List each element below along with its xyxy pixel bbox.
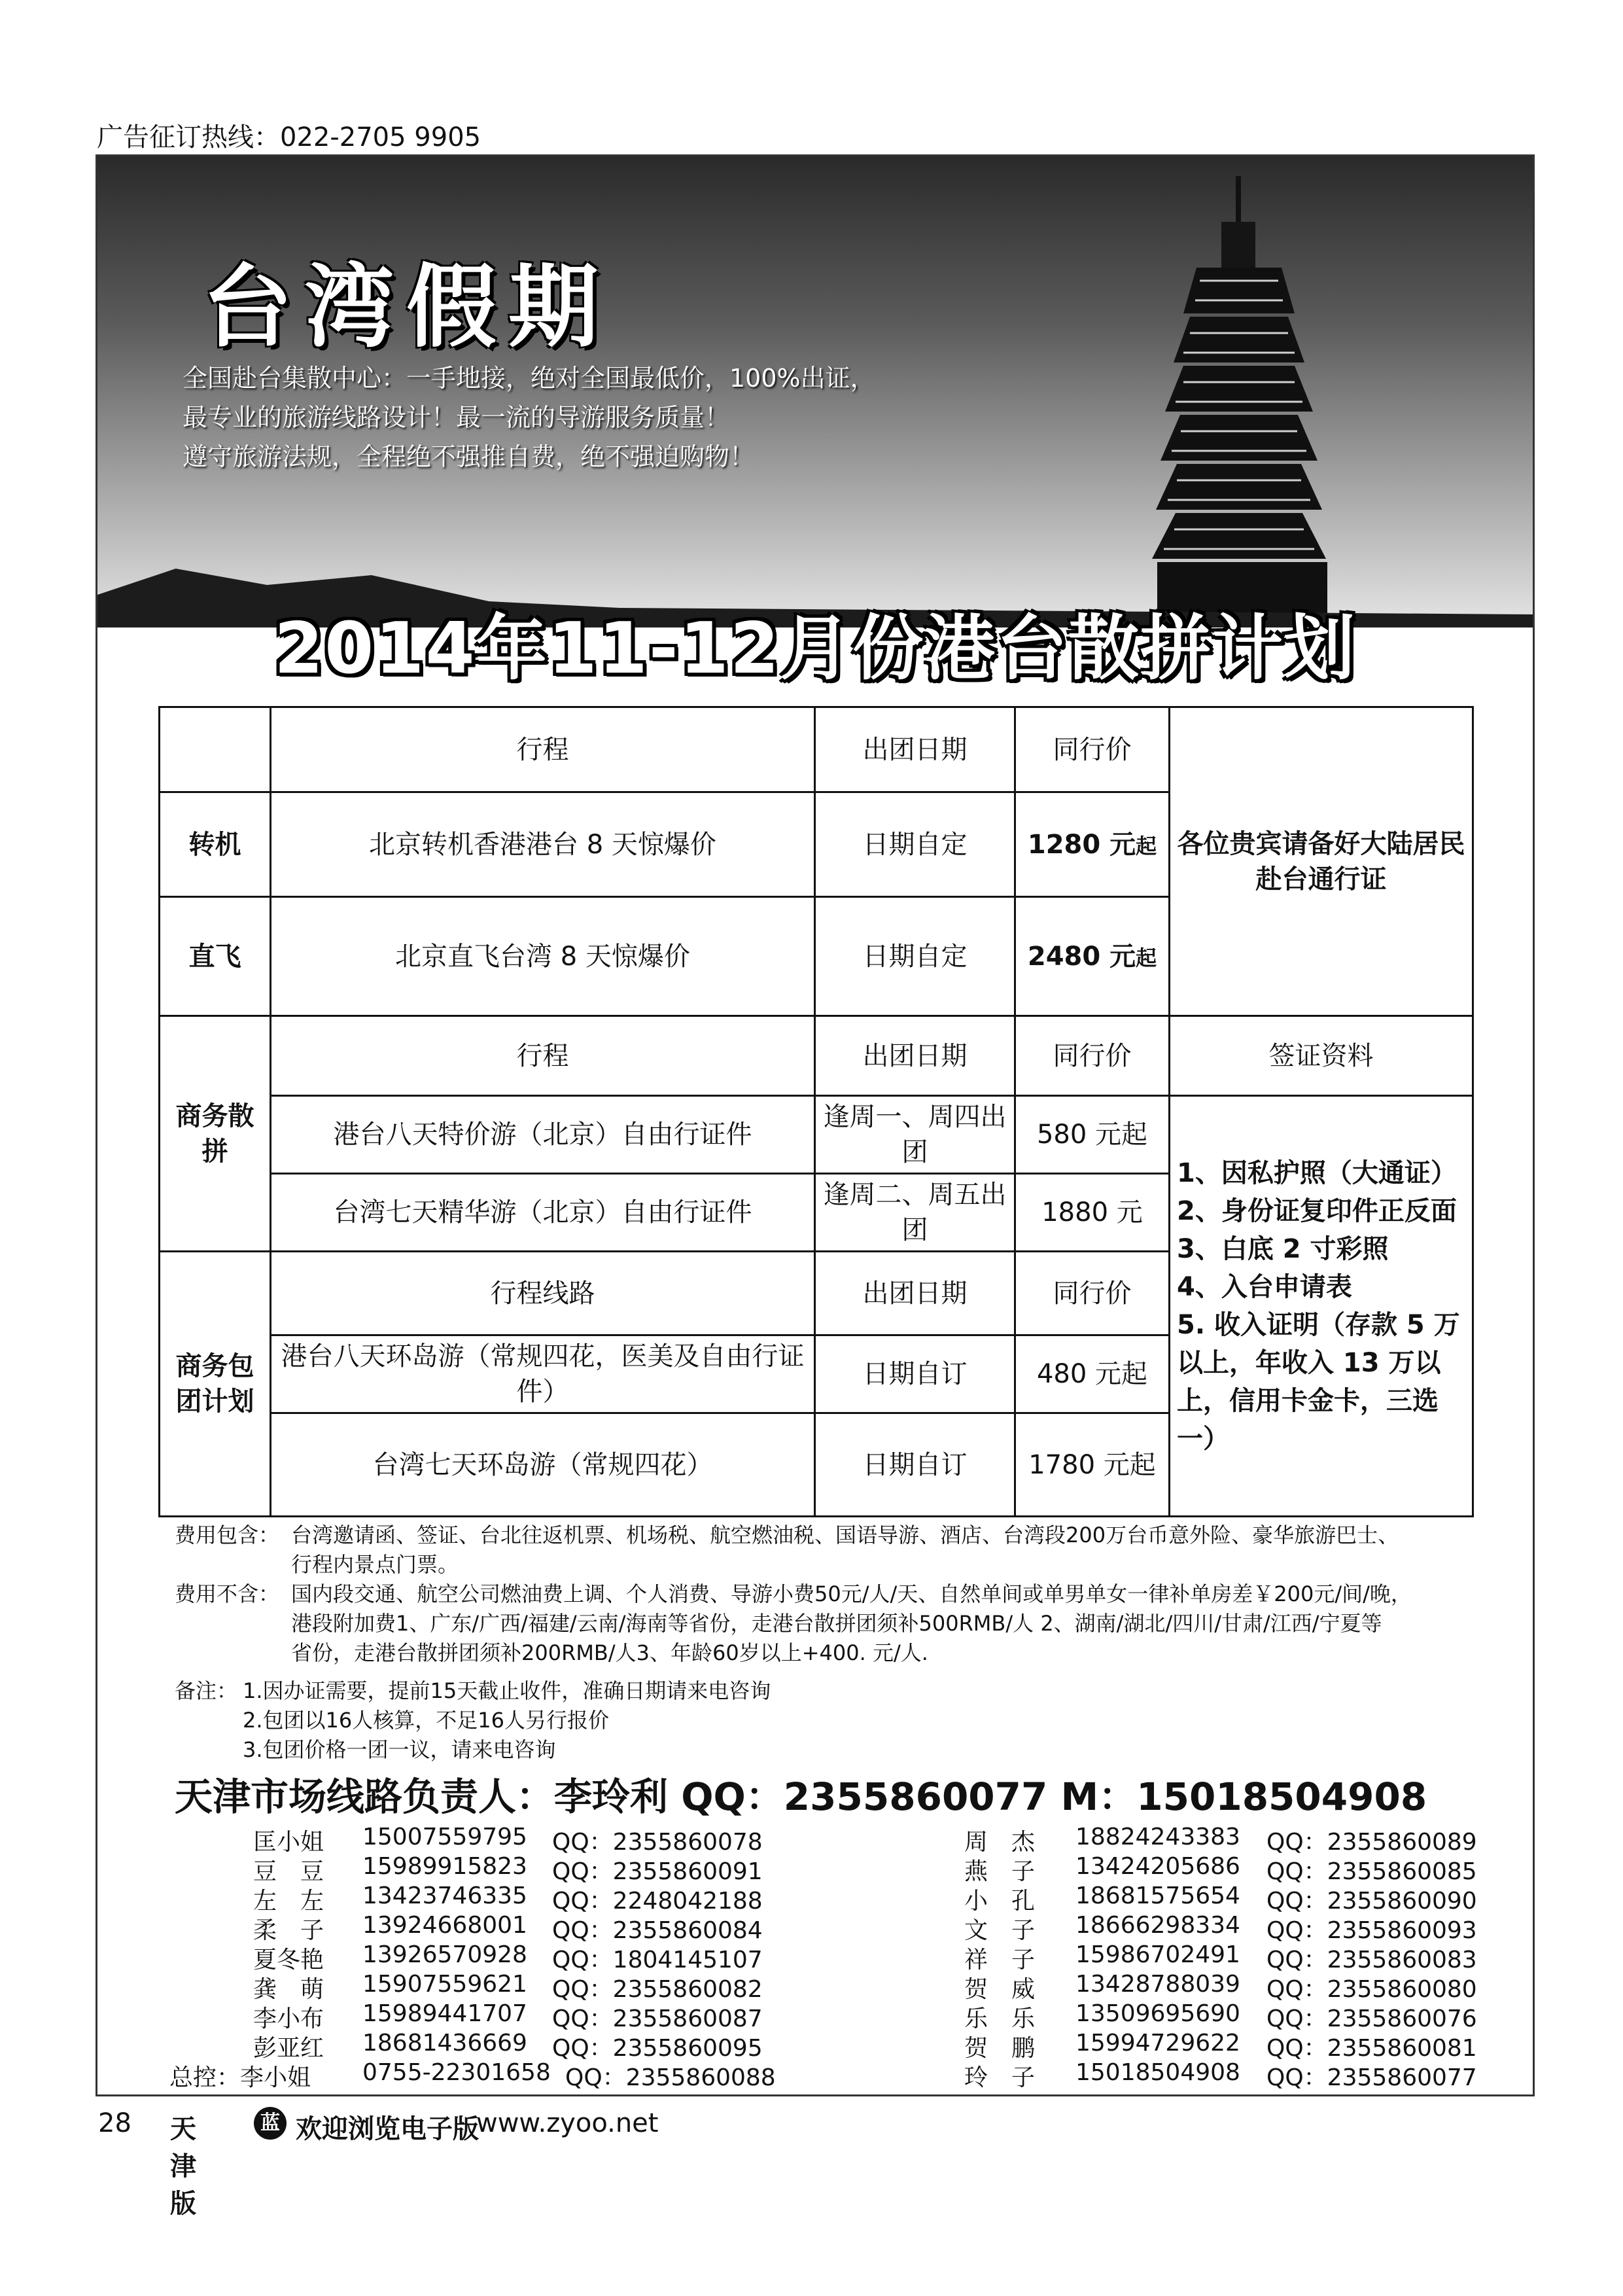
price-direct: 2480 元起	[1015, 897, 1170, 1016]
business-header-visa: 签证资料	[1170, 1016, 1473, 1096]
fees-included	[175, 1521, 1399, 1580]
date-group-1: 日期自订	[815, 1335, 1015, 1413]
label-group: 商务包团计划	[160, 1252, 271, 1517]
passport-notice: 各位贵宾请备好大陆居民赴台通行证	[1170, 707, 1473, 1016]
label-direct: 直飞	[160, 897, 271, 1016]
fees-included-label: 费用包含：	[175, 1523, 280, 1547]
group-header-route: 行程线路	[271, 1252, 815, 1335]
price-group-2: 1780 元起	[1015, 1413, 1170, 1517]
empty-cell	[160, 707, 271, 792]
remarks-label: 备注：	[175, 1678, 238, 1703]
label-transfer: 转机	[160, 792, 271, 897]
fees-excluded-label: 费用不含：	[175, 1581, 280, 1606]
magazine-logo-icon: 蓝	[254, 2107, 287, 2140]
banner	[97, 156, 1533, 627]
visa-note: 1、因私护照（大通证）	[1177, 1158, 1457, 1188]
brand-title: 台湾假期	[202, 253, 611, 360]
date-business-2: 逢周二、周五出团	[815, 1174, 1015, 1252]
slogan-line-1: 全国赴台集散中心：一手地接，绝对全国最低价，100%出证，	[183, 364, 875, 393]
welcome-text: 欢迎浏览电子版	[296, 2114, 479, 2144]
plan-title: 2014年11-12月份港台散拼计划	[274, 608, 1356, 690]
fees-excluded-line: 国内段交通、航空公司燃油费上调、个人消费、导游小费50元/人/天、自然单间或单男单女一律补单房差￥200元/间/晚，	[291, 1581, 1412, 1606]
remarks-item: 3.包团价格一团一议，请来电咨询	[243, 1737, 556, 1762]
fees-excluded-line: 省份，走港台散拼团须补200RMB/人3、年龄60岁以上+400. 元/人.	[291, 1640, 928, 1665]
fees-included-line: 台湾邀请函、签证、台北往返机票、机场税、航空燃油税、国语导游、酒店、台湾段200万台币意外险、豪华旅游巴士、	[291, 1523, 1399, 1547]
visa-note: 2、身份证复印件正反面	[1177, 1196, 1457, 1226]
visa-note: 4、入台申请表	[1177, 1272, 1352, 1302]
table-header-row	[160, 707, 1473, 792]
tour-plan-table	[158, 706, 1474, 1517]
slogan-line-2: 最专业的旅游线路设计！最一流的导游服务质量！	[183, 403, 730, 432]
business-header-route: 行程	[271, 1016, 815, 1096]
business-header-date: 出团日期	[815, 1016, 1015, 1096]
date-direct: 日期自定	[815, 897, 1015, 1016]
date-business-1: 逢周一、周四出团	[815, 1096, 1015, 1174]
header-route: 行程	[271, 707, 815, 792]
business-header-price: 同行价	[1015, 1016, 1170, 1096]
label-business: 商务散拼	[160, 1016, 271, 1252]
route-transfer: 北京转机香港港台 8 天惊爆价	[271, 792, 815, 897]
edition-label: 天津版	[170, 2114, 196, 2219]
table-row	[160, 1096, 1473, 1174]
website-link[interactable]: www.zyoo.net	[476, 2108, 659, 2138]
price-business-1: 580 元起	[1015, 1096, 1170, 1174]
date-group-2: 日期自订	[815, 1413, 1015, 1517]
price-group-1: 480 元起	[1015, 1335, 1170, 1413]
slogan-line-3: 遵守旅游法规，全程绝不强推自费，绝不强迫购物！	[183, 442, 755, 471]
fees-excluded-line: 港段附加费1、广东/广西/福建/云南/海南等省份，走港台散拼团须补500RMB/人 2、湖南/湖北/四川/甘肃/江西/宁夏等	[291, 1611, 1382, 1636]
group-header-price: 同行价	[1015, 1252, 1170, 1335]
market-manager: 天津市场线路负责人：李玲利 QQ：2355860077 M：15018504908	[175, 1775, 1427, 1819]
visa-requirements	[1170, 1096, 1473, 1517]
remarks-item: 2.包团以16人核算，不足16人另行报价	[243, 1708, 609, 1733]
price-business-2: 1880 元	[1015, 1174, 1170, 1252]
header-date: 出团日期	[815, 707, 1015, 792]
ad-frame: 台湾假期 全国赴台集散中心：一手地接，绝对全国最低价，100%出证， 最专业的旅游线路设计！最一流的导游服务质量！ 遵守旅游法规，全程绝不强推自费，绝不强迫购物！ 2014年11-12月份港台散拼计划 行程 出团日期 同行价 各位贵宾请备好大陆居民赴台通行证 转机 北京转机香港港台 8 天惊爆价 日期自定 1280 元起 直飞 北京直飞台湾 8 天惊爆价 日期自定 2480 元起 商务散拼 行程 出团日期 同行价 签证资料 港台八天特价游（北京）自由行证件 逢周一、周四出团 580 元起 1、因私护照（大通证） 2、身份证复印件正反面 3、白底 2 寸彩照 4、入台申请表 5. 收入证明（存款 5 万以上，年收入 13 万以上，信用卡金卡，三选一） 台湾七天精华游（北京）自由行证件 逢周二、周五出团 1880 元 商务包团计划 行程线路 出团日期 同行价 港台八天环岛游（常规四花，医美及自由行证件） 日期自订 480 元起 台湾七天环岛游（常规四花） 日期自订 1780 元起 费用包含： 台湾邀请函、签证、台北往返机票、机场税、航空燃油税、国语导游、酒店、台湾段200万台币意外险、豪华旅游巴士、 行程内景点门票。 费用不含： 国内段交通、航空公司燃油费上调、个人消费、导游小费50元/人/天、自然单间或单男单女一律补单房差￥200元/间/晚， 港段附加费1、广东/广西/福建/云南/海南等省份，走港台散拼团须补500RMB/人 2、湖南/湖北/四川/甘肃/江西/宁夏等 省份，走港台散拼团须补200RMB/人3、年龄60岁以上+400. 元/人. 备注： 1.因办证需要，提前15天截止收件，准确日期请来电咨询 2.包团以16人核算，不足16人另行报价 3.包团价格一团一议，请来电咨询 天津市场线路负责人：李玲利 QQ：2355860077 M：15018504908 匡小姐 15007559795 QQ：2355860078 豆 豆 15989915823 QQ：2355860091 左 左 13423746335 QQ：2248042188 柔 子 13924668001 QQ：2355860084 夏冬艳 13926570928 QQ：1804145107 龚 萌 15907559621 QQ：2355860082 李小布 15989441707 QQ：2355860087 彭亚红 18681436669 QQ：2355860095 总控：李小姐 0755-22301658 QQ：2355860088 周 杰 18824243383 QQ：2355860089 燕 子 13424205686 QQ：2355860085 小 孔 18681575654 QQ：2355860090 文 子 18666298334 QQ：2355860093 祥 子 15986702491 QQ：2355860083 贺 威 13428788039 QQ：2355860080 乐 乐 13509695690 QQ：2355860076 贺 鹏 15994729622 QQ：2355860081 玲 子 15018504908 QQ：2355860077	[96, 154, 1535, 2096]
date-transfer: 日期自定	[815, 792, 1015, 897]
header-price: 同行价	[1015, 707, 1170, 792]
route-business-2: 台湾七天精华游（北京）自由行证件	[271, 1174, 815, 1252]
business-header-row	[160, 1016, 1473, 1096]
route-business-1: 港台八天特价游（北京）自由行证件	[271, 1096, 815, 1174]
remarks-item: 1.因办证需要，提前15天截止收件，准确日期请来电咨询	[243, 1678, 771, 1703]
group-header-date: 出团日期	[815, 1252, 1015, 1335]
price-transfer: 1280 元起	[1015, 792, 1170, 897]
route-group-2: 台湾七天环岛游（常规四花）	[271, 1413, 815, 1517]
visa-note: 5. 收入证明（存款 5 万以上，年收入 13 万以上，信用卡金卡，三选一）	[1177, 1310, 1460, 1454]
page-number: 28	[98, 2108, 131, 2138]
fees-included-line: 行程内景点门票。	[291, 1552, 459, 1577]
fees-excluded	[175, 1580, 1412, 1668]
route-group-1: 港台八天环岛游（常规四花，医美及自由行证件）	[271, 1335, 815, 1413]
ad-hotline: 广告征订热线：022-2705 9905	[97, 122, 481, 152]
visa-note: 3、白底 2 寸彩照	[1177, 1234, 1389, 1264]
route-direct: 北京直飞台湾 8 天惊爆价	[271, 897, 815, 1016]
